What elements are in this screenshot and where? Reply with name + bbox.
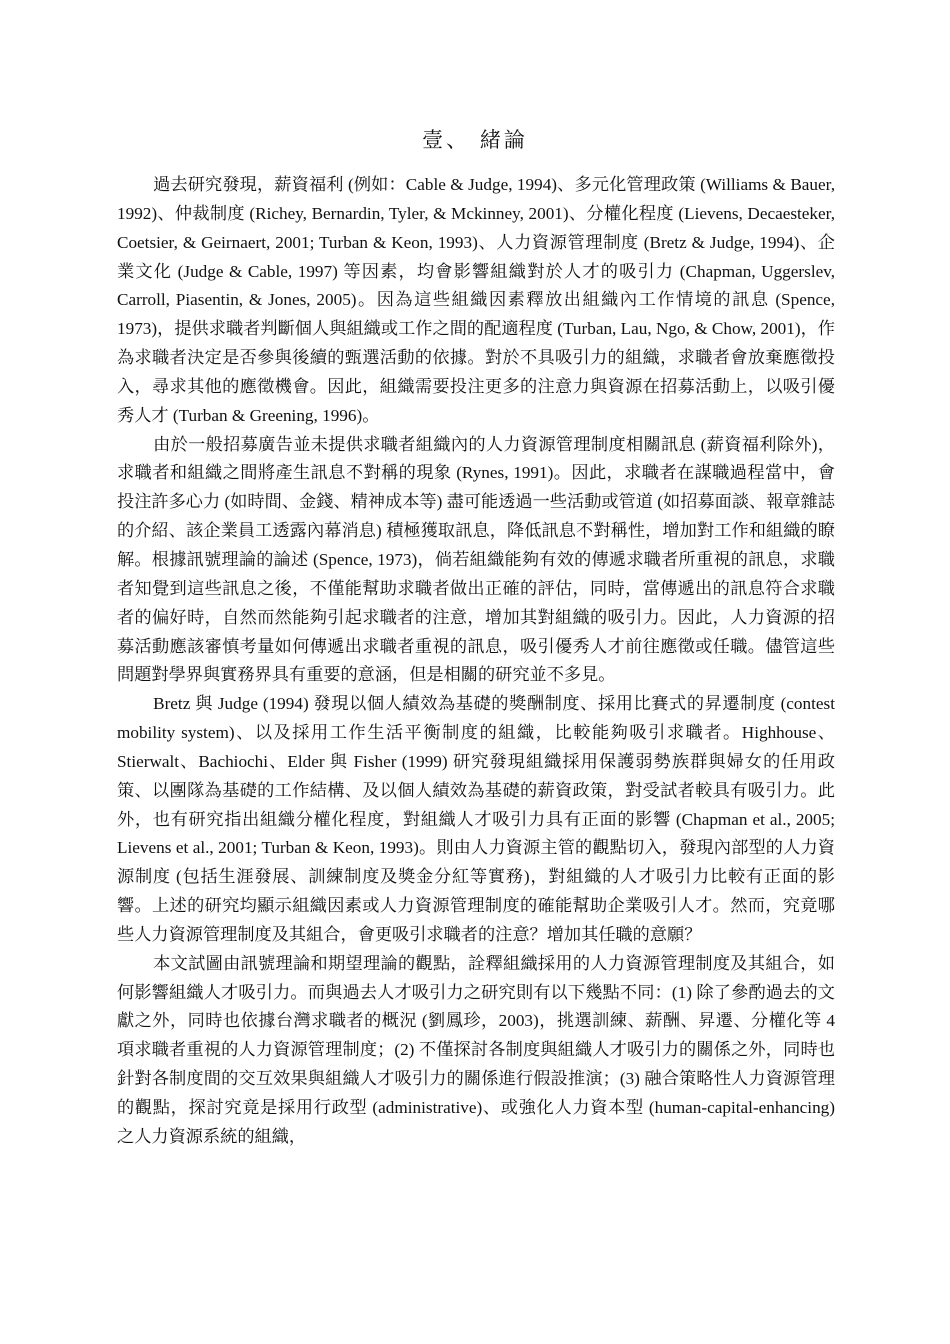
section-heading: 壹、 緒論	[422, 128, 528, 152]
paragraph-4: 本文試圖由訊號理論和期望理論的觀點，詮釋組織採用的人力資源管理制度及其組合，如何影響組織人才吸引力。而與過去人才吸引力之研究則有以下幾點不同：(1) 除了參酌過去的文獻之外，同時也依據台灣求職者的概況 (劉鳳珍，2003)，挑選訓練、薪酬、昇遷、分權化等 4 項求職者重視的人力資源管理制度；(2) 不僅探討各制度與組織人才吸引力的關係之外，同時也針對各制度間的交互效果與組織人才吸引力的關係進行假設推演；(3) 融合策略性人力資源管理的觀點，探討究竟是採用行政型 (administrative)、或強化人力資本型 (human-capital-enhancing) 之人力資源系統的組織，	[117, 953, 835, 1146]
paragraph-2: 由於一般招募廣告並未提供求職者組織內的人力資源管理制度相關訊息 (薪資福利除外)，求職者和組織之間將產生訊息不對稱的現象 (Rynes, 1991)。因此，求職者在謀職過程當中，會投注許多心力 (如時間、金錢、精神成本等) 盡可能透過一些活動或管道 (如招募面談、報章雜誌的介紹、該企業員工透露內幕消息) 積極獲取訊息，降低訊息不對稱性，增加對工作和組織的瞭解。根據訊號理論的論述 (Spence, 1973)，倘若組織能夠有效的傳遞求職者所重視的訊息，求職者知覺到這些訊息之後，不僅能幫助求職者做出正確的評估，同時，當傳遞出的訊息符合求職者的偏好時，自然而然能夠引起求職者的注意，增加其對組織的吸引力。因此，人力資源的招募活動應該審慎考量如何傳遞出求職者重視的訊息，吸引優秀人才前往應徵或任職。儘管這些問題對學界與實務界具有重要的意涵，但是相關的研究並不多見。	[117, 434, 835, 685]
paragraph-3: Bretz 與 Judge (1994) 發現以個人績效為基礎的獎酬制度、採用比賽式的昇遷制度 (contest mobility system)、以及採用工作生活平衡制度的組織，比較能夠吸引求職者。Highhouse、Stierwalt、Bachiochi、Elder 與 Fisher (1999) 研究發現組織採用保護弱勢族群與婦女的任用政策、以團隊為基礎的工作結構、及以個人績效為基礎的薪資政策，對受試者較具有吸引力。此外，也有研究指出組織分權化程度，對組織人才吸引力具有正面的影響 (Chapman et al., 2005; Lievens et al., 2001; Turban & Keon, 1993)。則由人力資源主管的觀點切入，發現內部型的人力資源制度 (包括生涯發展、訓練制度及獎金分紅等實務)，對組織的人才吸引力比較有正面的影響。上述的研究均顯示組織因素或人力資源管理制度的確能幫助企業吸引人才。然而，究竟哪些人力資源管理制度及其組合，會更吸引求職者的注意？增加其任職的意願？	[117, 694, 835, 944]
body-text	[117, 171, 835, 1152]
paragraph-1: 過去研究發現，薪資福利 (例如：Cable & Judge, 1994)、多元化管理政策 (Williams & Bauer, 1992)、仲裁制度 (Richey, Bernardin, Tyler, & Mckinney, 2001)、分權化程度 (Lievens, Decaesteker, Coetsier, & Geirnaert, 2001; Turban & Keon, 1993)、人力資源管理制度 (Bretz & Judge, 1994)、企業文化 (Judge & Cable, 1997) 等因素，均會影響組織對於人才的吸引力 (Chapman, Uggerslev, Carroll, Piasentin, & Jones, 2005)。因為這些組織因素釋放出組織內工作情境的訊息 (Spence, 1973)，提供求職者判斷個人與組織或工作之間的配適程度 (Turban, Lau, Ngo, & Chow, 2001)，作為求職者決定是否參與後續的甄選活動的依據。對於不具吸引力的組織，求職者會放棄應徵投入，尋求其他的應徵機會。因此，組織需要投注更多的注意力與資源在招募活動上，以吸引優秀人才 (Turban & Greening, 1996)。	[117, 175, 835, 425]
